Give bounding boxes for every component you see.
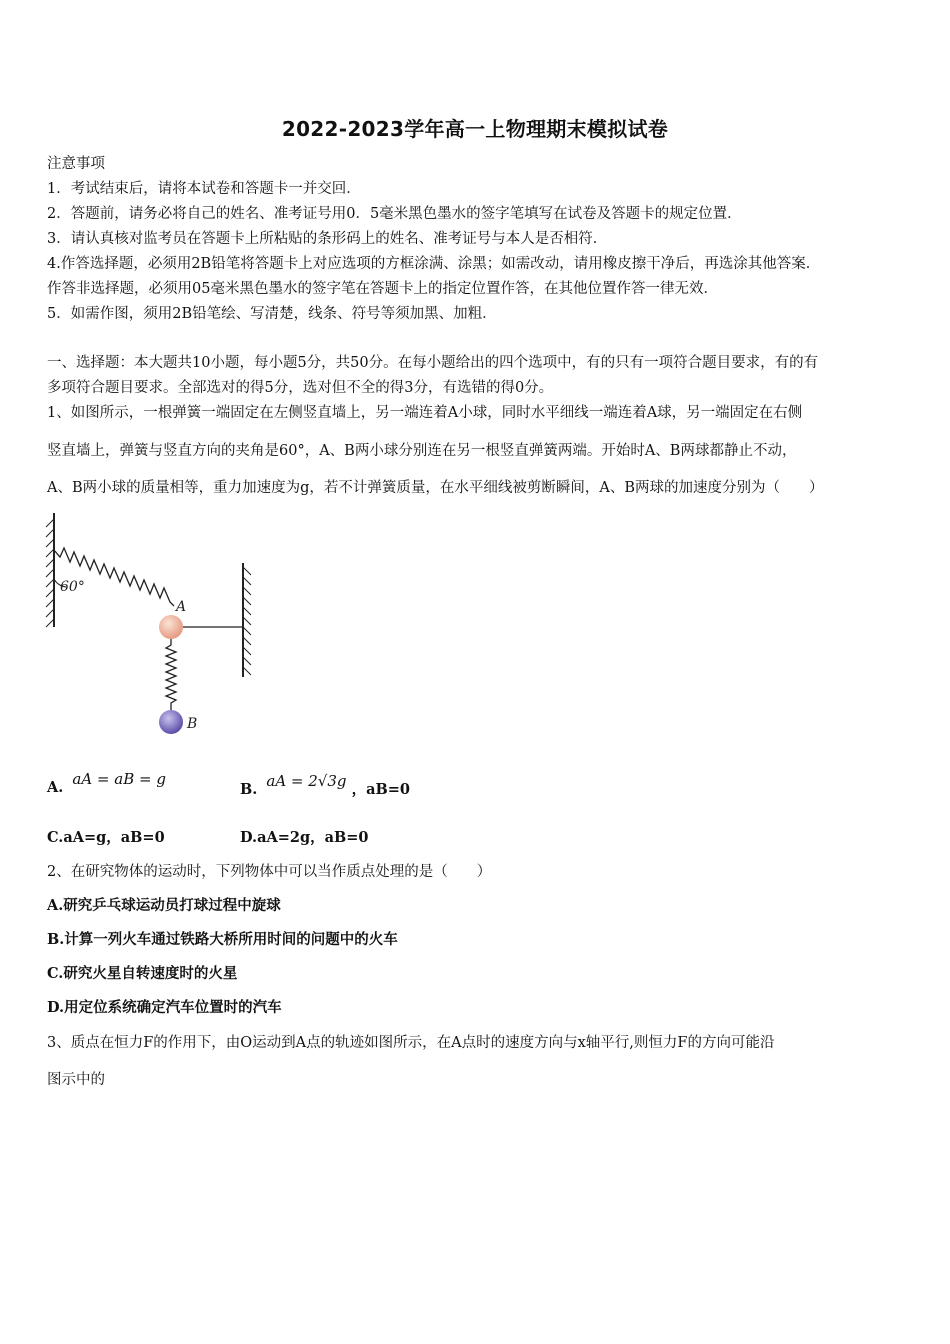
q1-option-b-tail: ，aB=0 xyxy=(351,781,410,798)
q1-option-c[interactable]: C.aA=g，aB=0 xyxy=(47,829,165,846)
q2-stem: 2、在研究物体的运动时，下列物体中可以当作质点处理的是（ ） xyxy=(47,864,492,880)
note-item-1: 1．考试结束后，请将本试卷和答题卡一并交回． xyxy=(47,181,361,197)
page-title: 2022-2023学年高一上物理期末模拟试卷 xyxy=(281,117,669,141)
left-wall-hatching xyxy=(46,519,54,627)
q1-option-b-prefix: B. xyxy=(240,781,258,798)
spring-ball-diagram xyxy=(40,505,260,750)
ball-a xyxy=(159,615,183,639)
note-item-4-cont: 作答非选择题，必须用05毫米黑色墨水的签字笔在答题卡上的指定位置作答，在其他位置作答一律无效． xyxy=(47,281,718,297)
q3-stem-line1: 3、质点在恒力F的作用下，由O运动到A点的轨迹如图所示，在A点时的速度方向与x轴平行,则恒力F的方向可能沿 xyxy=(47,1035,775,1051)
q3-stem-line2: 图示中的 xyxy=(47,1072,105,1088)
q1-figure xyxy=(40,505,260,750)
ball-a-label: A xyxy=(176,599,187,615)
section1-instructions-line2: 多项符合题目要求。全部选对的得5分，选对但不全的得3分，有选错的得0分。 xyxy=(47,380,554,396)
q2-option-b[interactable]: B.计算一列火车通过铁路大桥所用时间的问题中的火车 xyxy=(47,931,398,948)
note-item-2: 2．答题前，请务必将自己的姓名、准考证号用0．5毫米黑色墨水的签字笔填写在试卷及答题卡的规定位置． xyxy=(47,206,742,222)
q2-option-c[interactable]: C.研究火星自转速度时的火星 xyxy=(47,965,238,982)
vertical-spring xyxy=(166,639,176,711)
q1-option-a-prefix: A. xyxy=(47,779,64,796)
notes-heading: 注意事项 xyxy=(47,156,105,172)
note-item-5: 5．如需作图，须用2B铅笔绘、写清楚，线条、符号等须加黑、加粗． xyxy=(47,306,497,322)
note-item-3: 3．请认真核对监考员在答题卡上所粘贴的条形码上的姓名、准考证号与本人是否相符． xyxy=(47,231,608,247)
q2-option-a[interactable]: A.研究乒乓球运动员打球过程中旋球 xyxy=(47,897,281,914)
note-item-4: 4.作答选择题，必须用2B铅笔将答题卡上对应选项的方框涂满、涂黑；如需改动，请用橡皮擦干净后，再选涂其他答案． xyxy=(47,256,821,272)
q1-option-d[interactable]: D.aA=2g，aB=0 xyxy=(240,829,369,846)
q1-stem-line2: 竖直墙上，弹簧与竖直方向的夹角是60°，A、B两小球分别连在另一根竖直弹簧两端。开始时A、B两球都静止不动， xyxy=(47,443,797,459)
q1-option-a-formula: aA = aB = g xyxy=(72,770,166,788)
q1-option-b-formula: aA = 2√3g xyxy=(266,772,347,790)
q2-option-d[interactable]: D.用定位系统确定汽车位置时的汽车 xyxy=(47,999,282,1016)
angle-label: 60° xyxy=(60,579,85,595)
q1-stem-line1: 1、如图所示，一根弹簧一端固定在左侧竖直墙上，另一端连着A小球，同时水平细线一端连着A球，另一端固定在右侧 xyxy=(47,405,803,421)
section1-instructions-line1: 一、选择题：本大题共10小题，每小题5分，共50分。在每小题给出的四个选项中，有的只有一项符合题目要求，有的有 xyxy=(47,355,819,371)
inclined-spring xyxy=(54,548,174,606)
q1-stem-line3: A、B两小球的质量相等，重力加速度为g，若不计弹簧质量，在水平细线被剪断瞬间，A、B两球的加速度分别为（ ） xyxy=(47,480,824,496)
ball-b xyxy=(159,710,183,734)
right-wall-hatching xyxy=(243,567,251,675)
q1-option-b[interactable] xyxy=(240,772,410,799)
q1-option-a[interactable] xyxy=(47,770,166,796)
ball-b-label: B xyxy=(187,716,198,732)
